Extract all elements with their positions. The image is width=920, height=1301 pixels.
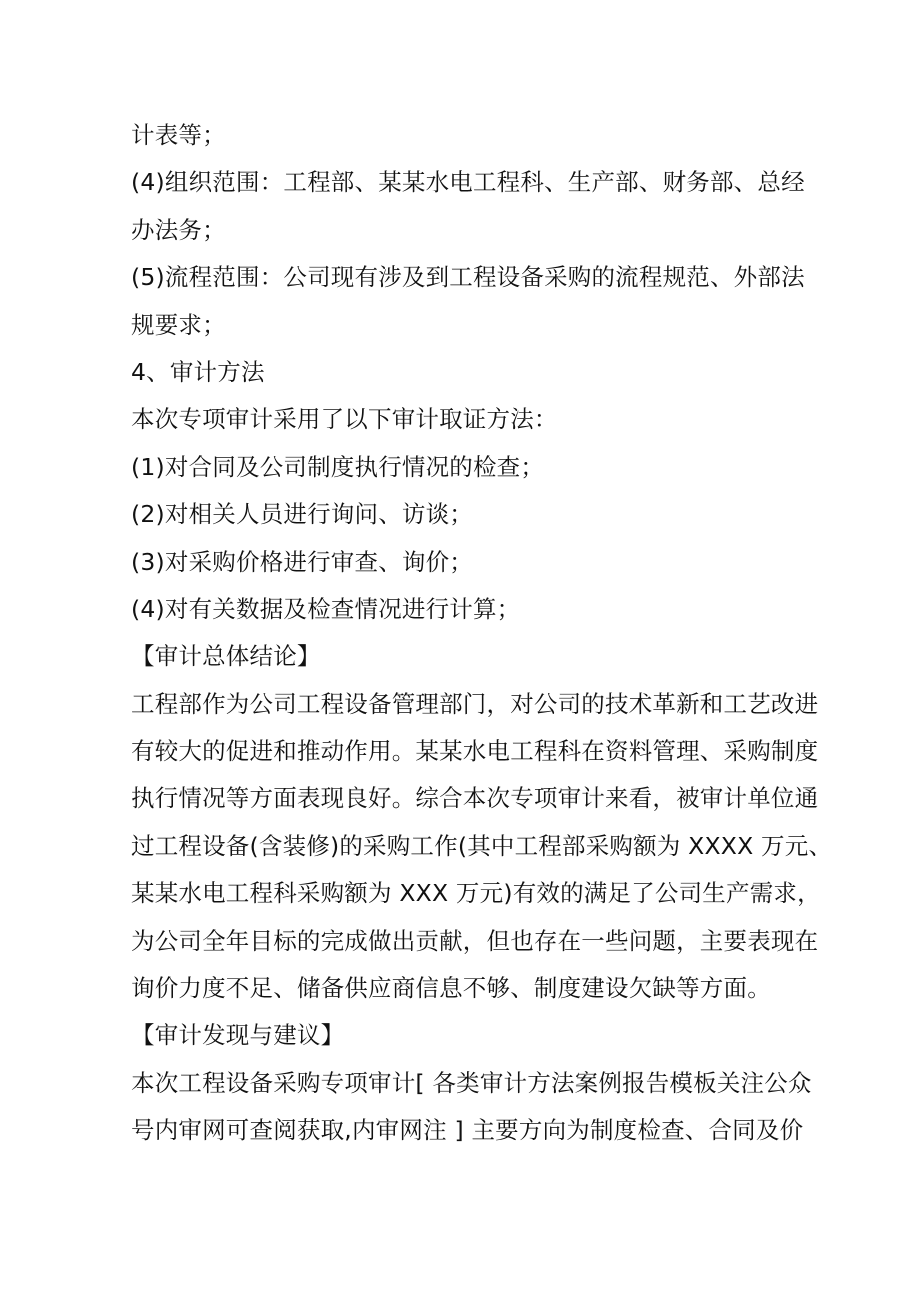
list-item: (1)对合同及公司制度执行情况的检查； [131,452,545,481]
text-line: 询价力度不足、储备供应商信息不够、制度建设欠缺等方面。 [131,974,771,1003]
document-body [131,112,833,1155]
text-line: 工程部作为公司工程设备管理部门，对公司的技术革新和工艺改进 [131,689,819,718]
text-line: 号内审网可查阅获取,内审网注 ] 主要方向为制度检查、合同及价 [131,1116,804,1145]
text-line: (4)组织范围：工程部、某某水电工程科、生产部、财务部、总经 [131,168,805,197]
text-line: 本次工程设备采购专项审计[ 各类审计方法案例报告模板关注公众 [131,1068,812,1097]
text-line: 办法务； [131,215,226,244]
text-line: 有较大的促进和推动作用。某某水电工程科在资料管理、采购制度 [131,737,819,766]
text-line: 本次专项审计采用了以下审计取证方法： [131,405,558,434]
section-heading: 4、审计方法 [131,357,265,386]
text-line: 过工程设备(含装修)的采购工作(其中工程部采购额为 XXXX 万元、 [131,831,833,860]
text-line: 计表等； [131,121,226,149]
section-heading: 【审计发现与建议】 [131,1021,345,1050]
list-item: (4)对有关数据及检查情况进行计算； [131,594,521,623]
list-item: (3)对采购价格进行审查、询价； [131,547,473,576]
list-item: (2)对相关人员进行询问、访谈； [131,500,473,529]
section-heading: 【审计总体结论】 [131,642,321,671]
text-line: 某某水电工程科采购额为 XXX 万元)有效的满足了公司生产需求， [131,879,821,908]
text-line: 为公司全年目标的完成做出贡献，但也存在一些问题，主要表现在 [131,926,819,955]
text-line: 规要求； [131,310,226,339]
text-line: 执行情况等方面表现良好。综合本次专项审计来看，被审计单位通 [131,784,819,813]
text-line: (5)流程范围：公司现有涉及到工程设备采购的流程规范、外部法 [131,263,805,292]
